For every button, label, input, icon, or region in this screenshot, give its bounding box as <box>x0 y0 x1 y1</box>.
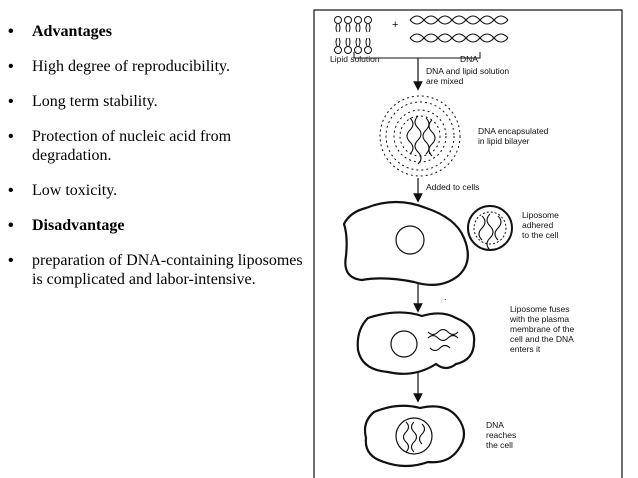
step2-label-line1: DNA encapsulated <box>478 126 549 136</box>
step3-label: Added to cells <box>426 182 480 192</box>
step6-label-line2: reaches <box>486 430 517 440</box>
step6-label-line1: DNA <box>486 420 504 430</box>
diagram-border <box>314 10 622 478</box>
plus-sign: + <box>392 19 399 31</box>
bullet-dot: • <box>8 217 14 234</box>
step6-label-line3: the cell <box>486 440 513 450</box>
bullet-dot: • <box>8 252 14 269</box>
step5-label-line3: membrane of the <box>510 324 575 334</box>
liposome-transfection-diagram <box>310 8 628 478</box>
bullet-dot: • <box>8 93 14 110</box>
step5-label-line4: cell and the DNA <box>510 334 574 344</box>
dot-mark: . <box>444 292 447 302</box>
cell-with-liposome-icon <box>344 202 512 285</box>
step1-label-line1: DNA and lipid solution <box>426 66 510 76</box>
bullet-item-advantages-heading <box>8 22 308 41</box>
step5-label-line5: enters it <box>510 344 541 354</box>
bullet-dot: • <box>8 23 14 40</box>
step2-label-line2: in lipid bilayer <box>478 136 530 146</box>
step5-label-line1: Liposome fuses <box>510 304 570 314</box>
bullet-dot: • <box>8 182 14 199</box>
bullet-text: High degree of reproducibility. <box>32 58 231 75</box>
diagram-svg <box>310 8 628 478</box>
dna-helix-icon <box>410 16 508 42</box>
bullet-item <box>8 57 308 76</box>
cell-with-dna-icon <box>365 406 464 466</box>
bullet-text: Long term stability. <box>32 93 158 110</box>
lipid-solution-label: Lipid solution <box>330 54 380 64</box>
cell-fusion-icon <box>358 312 474 373</box>
bullet-text: preparation of DNA-containing liposomes is complicated and labor-intensive. <box>32 252 303 288</box>
step4-label-line2: adhered <box>522 220 554 230</box>
dna-label: DNA <box>460 54 478 64</box>
step5-label-line2: with the plasma <box>510 314 570 324</box>
bullet-item <box>8 251 308 289</box>
bullet-list <box>8 22 308 305</box>
bullet-text: Disadvantage <box>32 217 125 234</box>
bullet-item <box>8 181 308 200</box>
bullet-dot: • <box>8 128 14 145</box>
bullet-dot: • <box>8 58 14 75</box>
step4-label-line1: Liposome <box>522 210 559 220</box>
lipid-molecules-icon <box>335 17 372 54</box>
liposome-icon <box>380 96 460 176</box>
bullet-text: Low toxicity. <box>32 182 118 199</box>
bullet-item <box>8 92 308 111</box>
bullet-item <box>8 127 308 165</box>
bullet-text: Advantages <box>32 23 113 40</box>
step4-label-line3: to the cell <box>522 230 559 240</box>
bullet-text: Protection of nucleic acid from degradation. <box>32 128 232 164</box>
step1-label-line2: are mixed <box>426 76 464 86</box>
bullet-item-disadvantage-heading <box>8 216 308 235</box>
